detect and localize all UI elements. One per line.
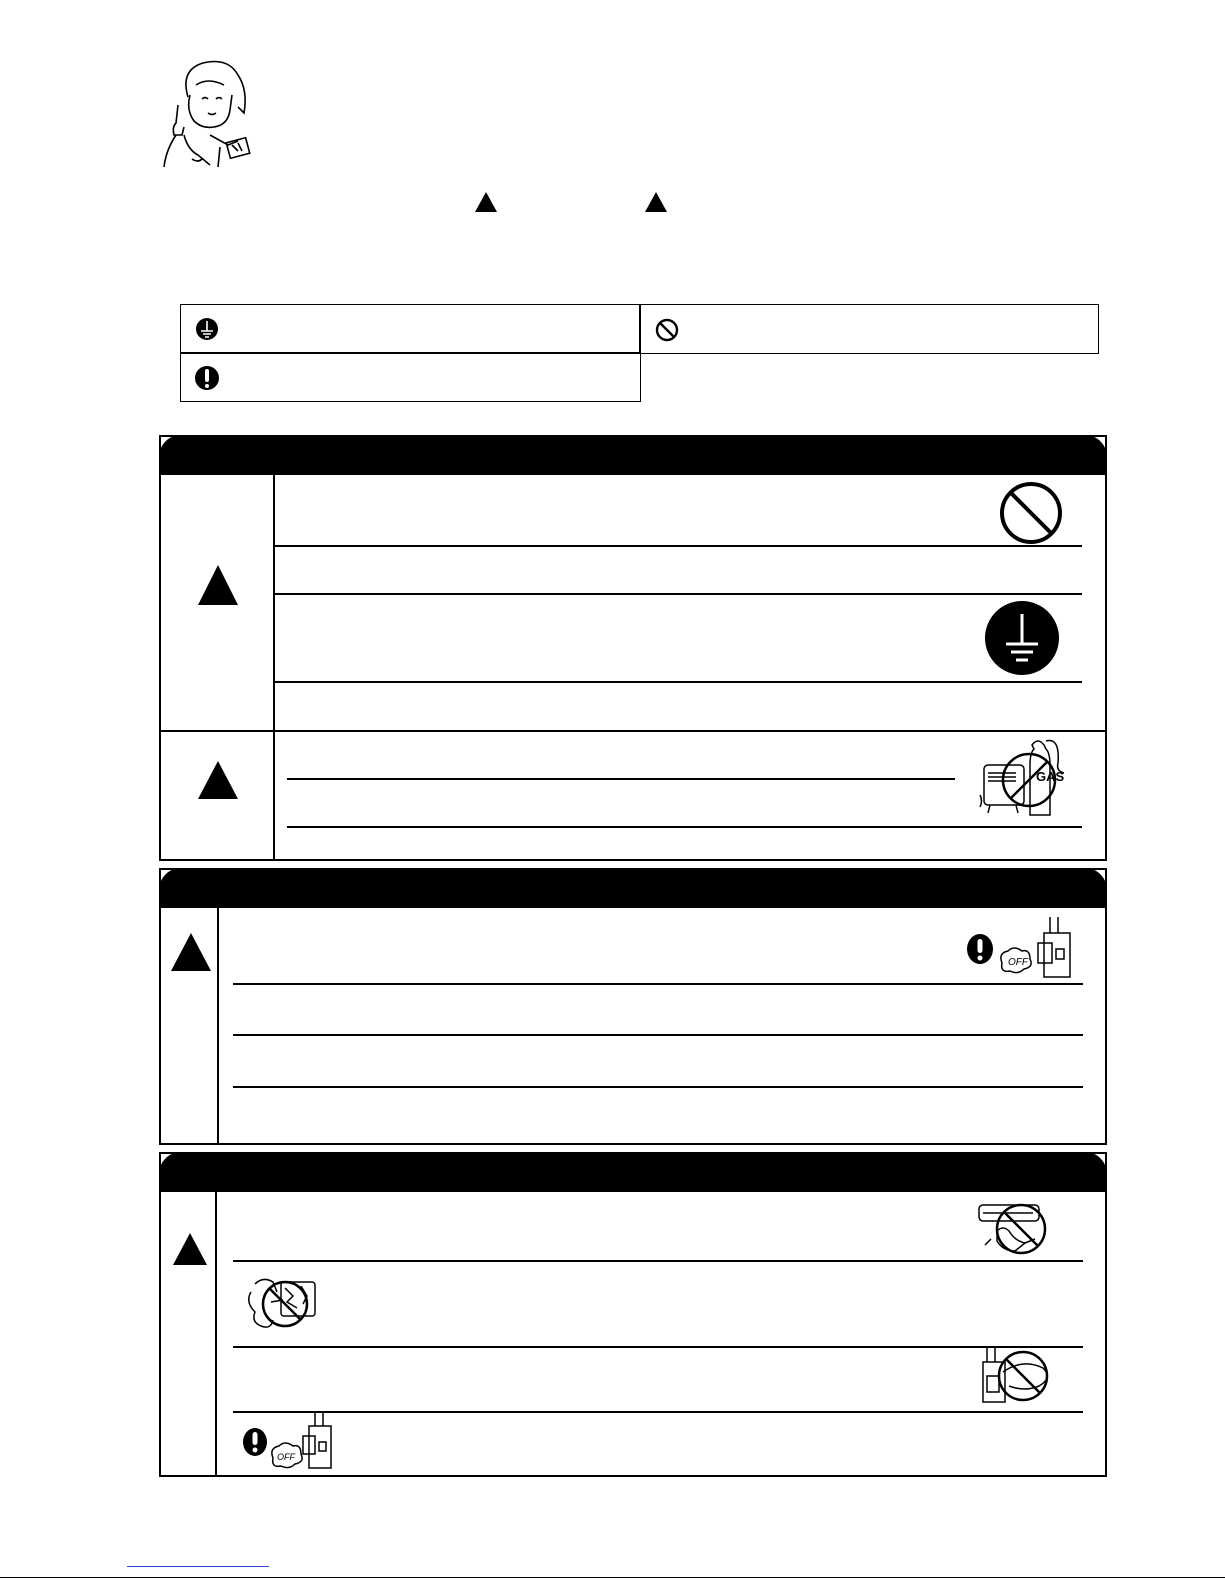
legend-cell-prohibit: [639, 304, 1099, 354]
warning-triangle-icon: [198, 565, 238, 605]
svg-text:OFF: OFF: [277, 1452, 295, 1462]
caution-triangle-icon: [173, 1233, 207, 1265]
hand-in-unit-prohibited-illustration: [241, 1272, 331, 1336]
panel-header: [159, 435, 1107, 475]
warning-triangle-icon: [198, 761, 238, 799]
safety-character-illustration: [158, 55, 258, 170]
caution-triangle-icon: [645, 192, 667, 212]
caution-triangle-icon: [171, 933, 211, 971]
spray-prohibited-illustration: [977, 1199, 1061, 1257]
footer-link-underline: [127, 1566, 269, 1567]
svg-text:GAS: GAS: [1036, 769, 1065, 784]
caution-panel: [159, 1152, 1107, 1477]
panel-header: [159, 1152, 1107, 1192]
earth-ground-icon: [195, 317, 219, 341]
panel-header: [159, 868, 1107, 908]
legend-cell-mandatory: [180, 352, 641, 402]
footer-divider: [0, 1577, 1225, 1578]
breaker-off-illustration: [966, 915, 1082, 981]
prohibition-icon: [654, 317, 680, 343]
exclamation-icon: [195, 365, 219, 391]
gas-cylinder-prohibited-illustration: [976, 735, 1072, 825]
warning-panel: [159, 435, 1107, 861]
caution-panel: [159, 868, 1107, 1145]
earth-ground-icon: [984, 600, 1060, 676]
plug-prohibited-illustration: [979, 1344, 1059, 1410]
warning-triangle-icon: [475, 192, 497, 212]
breaker-off-illustration: [241, 1412, 337, 1472]
svg-text:OFF: OFF: [1008, 957, 1028, 968]
legend-cell-earth: [180, 304, 641, 354]
prohibition-icon: [998, 480, 1064, 546]
